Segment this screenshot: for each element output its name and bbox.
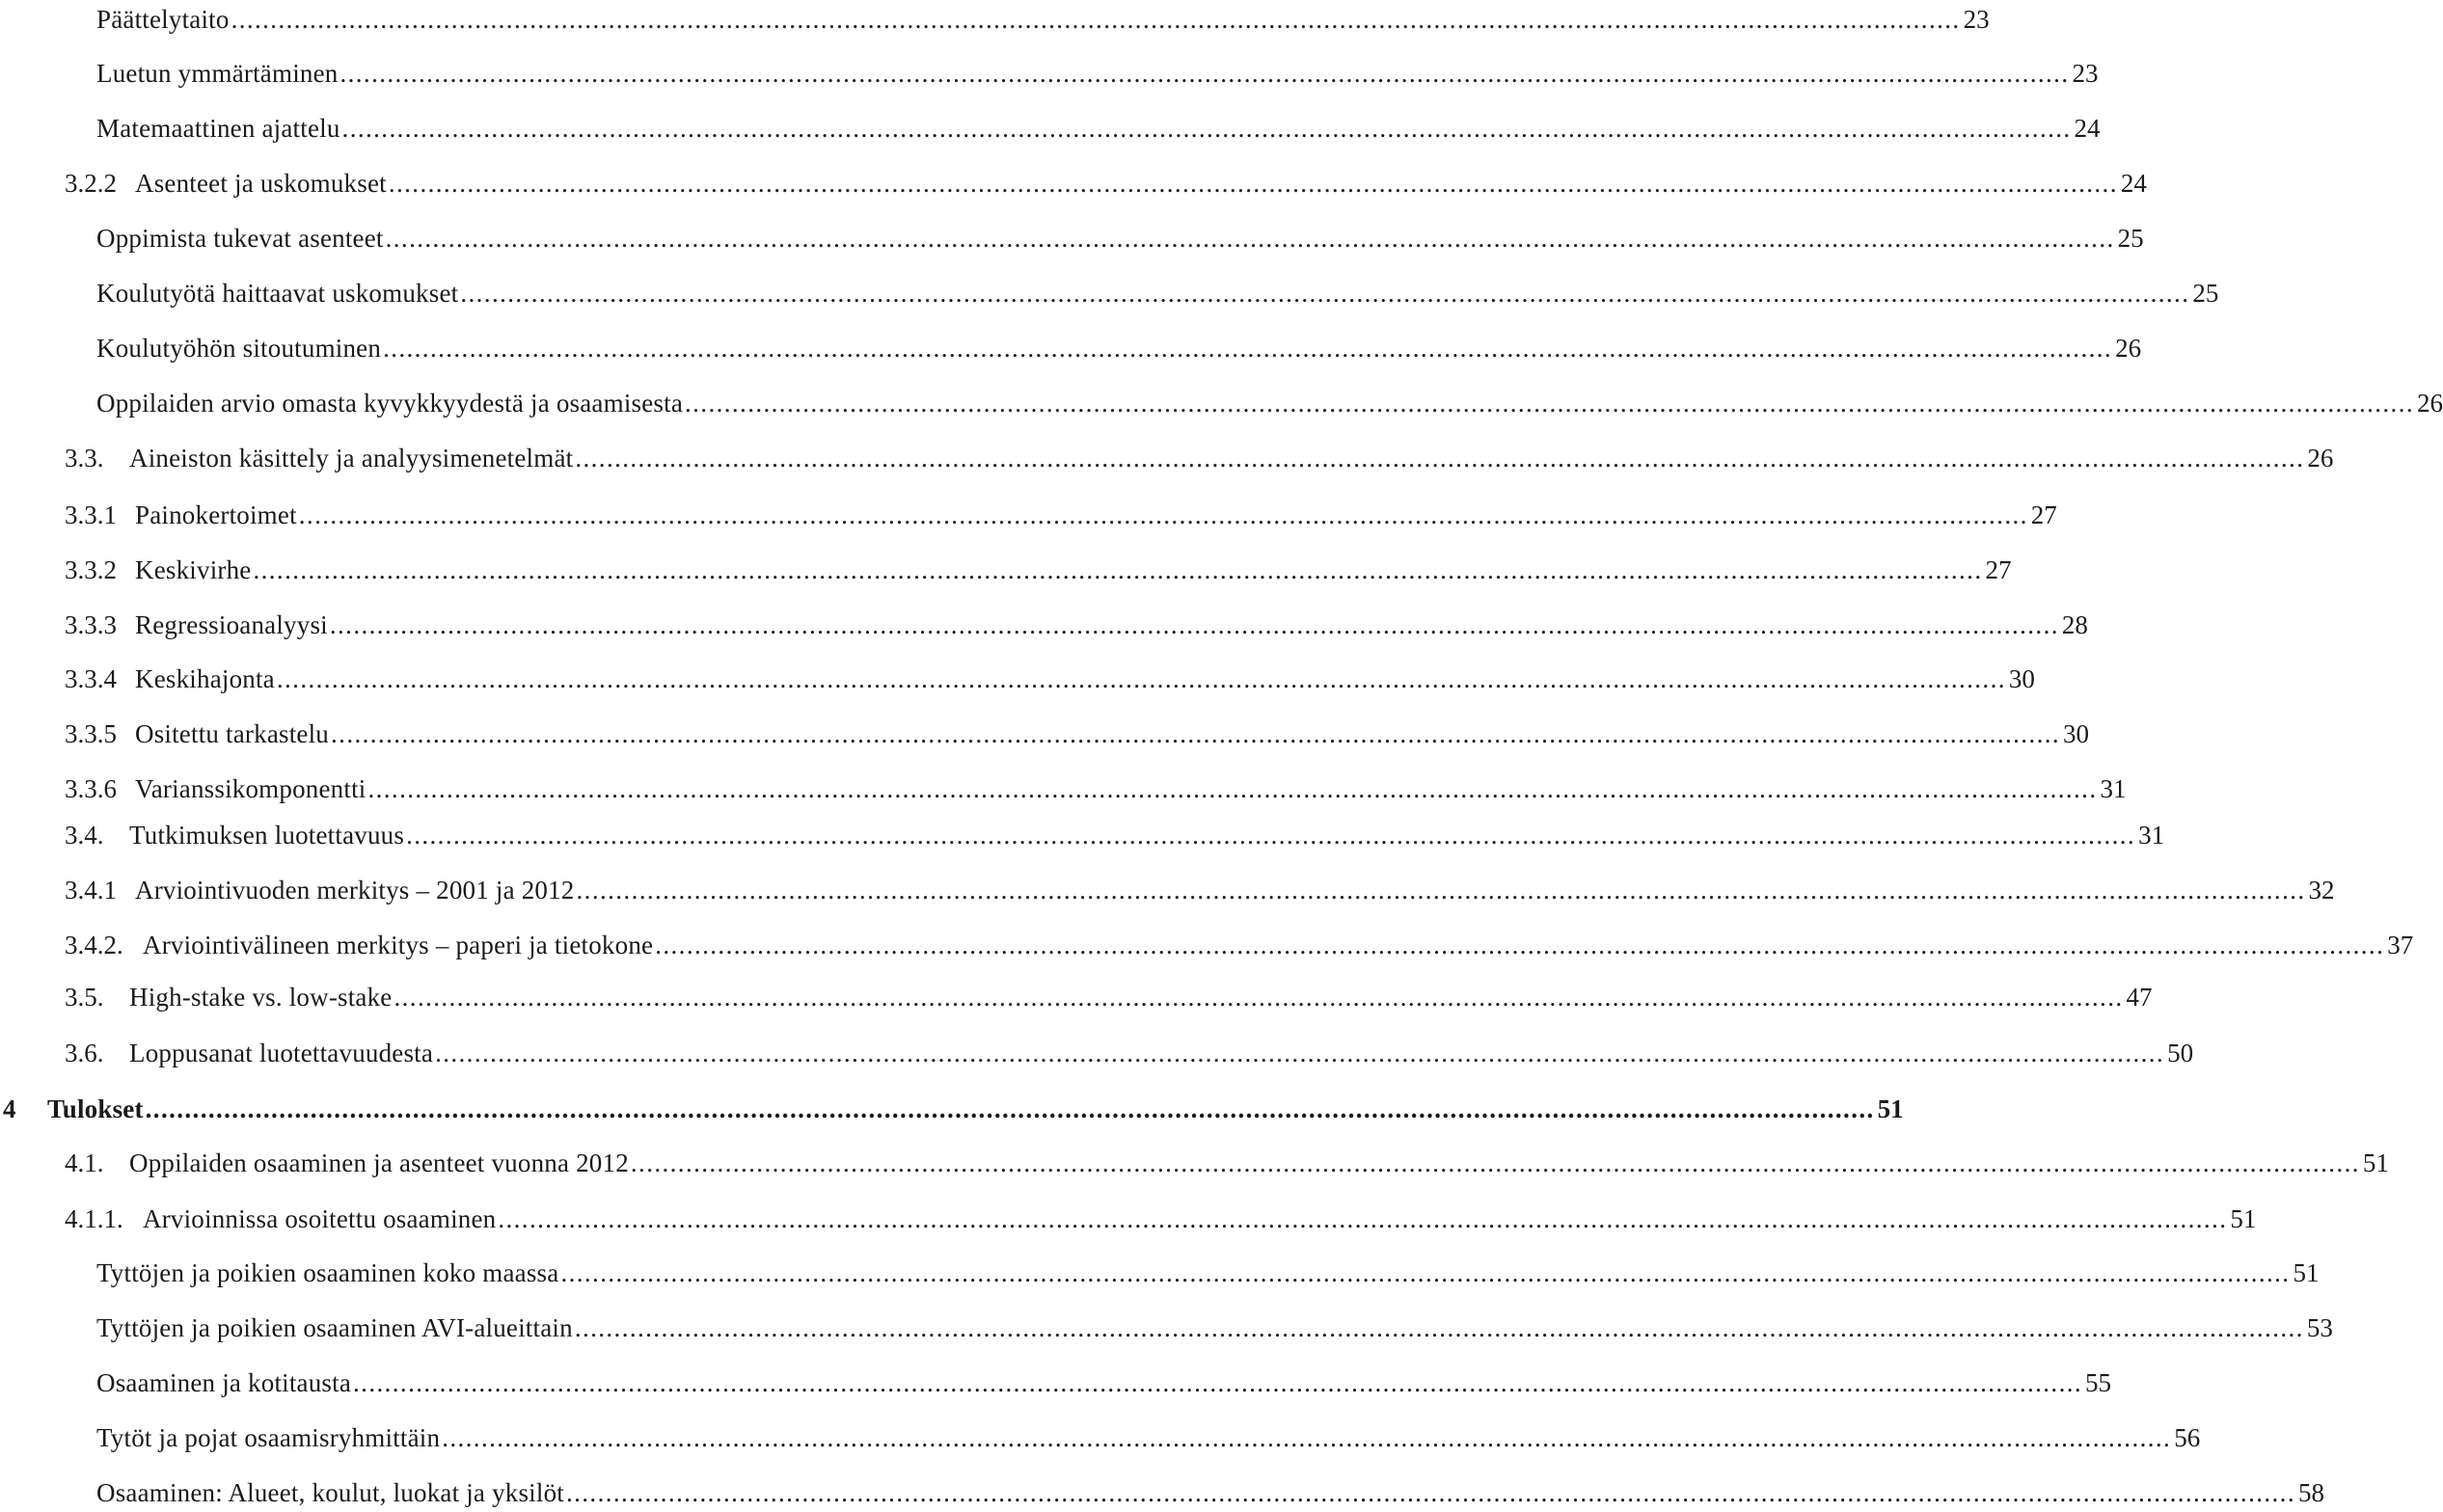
toc-entry-number: 3.3.3 (65, 610, 117, 639)
toc-entry-title: Koulutyöhön sitoutuminen (96, 334, 382, 363)
toc-entry-number: 3.4.1 (65, 876, 117, 904)
toc-entry-title: Ositettu tarkastelu (135, 719, 330, 748)
dot-leader: ............................................................................................................................................................................................................................ (145, 1094, 1875, 1123)
toc-entry[interactable] (65, 606, 2088, 644)
dot-leader: ............................................................................................................................................................................................................................ (339, 59, 2070, 88)
toc-entry[interactable] (3, 1090, 1904, 1128)
toc-entry-number: 3.3.5 (65, 719, 117, 748)
toc-entry-page-number: 26 (2307, 444, 2334, 472)
dot-leader: ............................................................................................................................................................................................................................ (576, 876, 2306, 904)
toc-entry-number: 3.3.6 (65, 774, 117, 803)
toc-entry-page-number: 30 (2063, 719, 2090, 748)
toc-entry[interactable] (65, 551, 2012, 589)
toc-entry-title: Arviointivuoden merkitys – 2001 ja 2012 (135, 876, 575, 904)
dot-leader: ............................................................................................................................................................................................................................ (655, 931, 2385, 959)
toc-entry-title: Asenteet ja uskomukset (135, 169, 387, 198)
dot-leader: ............................................................................................................................................................................................................................ (385, 224, 2115, 253)
toc-entry-title: Päättelytaito (96, 5, 230, 34)
toc-entry-page-number: 23 (1963, 5, 1990, 34)
toc-entry-page-number: 51 (2293, 1258, 2320, 1287)
dot-leader: ............................................................................................................................................................................................................................ (394, 983, 2124, 1012)
dot-leader: ............................................................................................................................................................................................................................ (331, 719, 2061, 748)
dot-leader: ............................................................................................................................................................................................................................ (329, 610, 2059, 639)
toc-entry-page-number: 26 (2115, 334, 2142, 363)
toc-entry-number: 3.6. (65, 1039, 104, 1067)
toc-entry-number: 4.1.1. (65, 1204, 123, 1233)
toc-entry-title: Painokertoimet (135, 500, 297, 529)
toc-entry-title: Tytöt ja pojat osaamisryhmittäin (96, 1423, 441, 1452)
toc-entry-title: Tyttöjen ja poikien osaaminen AVI-alueittain (96, 1313, 573, 1342)
toc-entry-title: Arviointivälineen merkitys – paperi ja tietokone (143, 931, 654, 959)
toc-entry[interactable] (65, 439, 2334, 477)
dot-leader: ............................................................................................................................................................................................................................ (630, 1148, 2360, 1177)
toc-entry[interactable] (96, 1309, 2333, 1347)
toc-entry-number: 3.3.4 (65, 664, 117, 693)
toc-entry-page-number: 31 (2138, 821, 2165, 850)
toc-entry-page-number: 50 (2167, 1039, 2194, 1067)
toc-entry[interactable] (96, 0, 1990, 39)
toc-entry-page-number: 27 (2030, 500, 2057, 529)
toc-entry[interactable] (96, 1418, 2201, 1457)
toc-entry-title: Matemaattinen ajattelu (96, 114, 340, 143)
toc-entry[interactable] (65, 1144, 2389, 1182)
toc-entry-title: Arvioinnissa osoitettu osaaminen (143, 1204, 497, 1233)
toc-entry[interactable] (65, 1200, 2257, 1238)
toc-entry-number: 4.1. (65, 1148, 104, 1177)
dot-leader: ............................................................................................................................................................................................................................ (298, 500, 2028, 529)
toc-entry-title: Koulutyötä haittaavat uskomukset (96, 279, 459, 308)
toc-entry-number: 3.2.2 (65, 169, 117, 198)
toc-entry[interactable] (96, 1254, 2320, 1292)
toc-entry-page-number: 51 (1877, 1094, 1904, 1123)
toc-entry-page-number: 31 (2100, 774, 2127, 803)
toc-entry-title: Keskivirhe (135, 555, 252, 584)
toc-entry[interactable] (65, 871, 2335, 909)
toc-entry-title: High-stake vs. low-stake (129, 983, 393, 1012)
toc-entry-page-number: 26 (2417, 389, 2443, 418)
toc-entry[interactable] (65, 660, 2035, 698)
toc-entry-page-number: 32 (2308, 876, 2335, 904)
toc-entry-title: Keskihajonta (135, 664, 275, 693)
toc-entry-page-number: 51 (2362, 1148, 2389, 1177)
toc-entry-page-number: 47 (2126, 983, 2153, 1012)
dot-leader: ............................................................................................................................................................................................................................ (406, 821, 2136, 850)
toc-entry-title: Regressioanalyysi (135, 610, 328, 639)
toc-entry-title: Osaaminen ja kotitausta (96, 1368, 352, 1397)
toc-entry-title: Tutkimuksen luotettavuus (129, 821, 405, 850)
toc-entry-page-number: 30 (2008, 664, 2035, 693)
toc-entry-page-number: 58 (2297, 1478, 2324, 1507)
toc-entry-page-number: 23 (2072, 59, 2099, 88)
toc-entry-title: Osaaminen: Alueet, koulut, luokat ja yksilöt (96, 1478, 564, 1507)
toc-entry[interactable] (96, 1473, 2324, 1512)
toc-entry-page-number: 24 (2074, 114, 2101, 143)
toc-entry[interactable] (65, 926, 2414, 964)
dot-leader: ............................................................................................................................................................................................................................ (685, 389, 2414, 418)
toc-entry-page-number: 55 (2085, 1368, 2112, 1397)
toc-entry-page-number: 53 (2306, 1313, 2333, 1342)
dot-leader: ............................................................................................................................................................................................................................ (498, 1204, 2228, 1233)
toc-entry-page-number: 25 (2117, 224, 2144, 253)
toc-entry[interactable] (96, 384, 2443, 422)
dot-leader: ............................................................................................................................................................................................................................ (574, 1313, 2304, 1342)
dot-leader: ............................................................................................................................................................................................................................ (383, 334, 2113, 363)
toc-entry-title: Oppimista tukevat asenteet (96, 224, 384, 253)
toc-entry-title: Tulokset (47, 1094, 144, 1123)
toc-entry-page-number: 28 (2061, 610, 2088, 639)
toc-entry[interactable] (65, 770, 2127, 808)
dot-leader: ............................................................................................................................................................................................................................ (341, 114, 2072, 143)
toc-entry[interactable] (96, 219, 2144, 257)
toc-entry-number: 3.3.1 (65, 500, 117, 529)
dot-leader: ............................................................................................................................................................................................................................ (388, 169, 2118, 198)
toc-entry-number: 3.3. (65, 444, 104, 472)
dot-leader: ............................................................................................................................................................................................................................ (565, 1478, 2295, 1507)
toc-entry-number: 3.3.2 (65, 555, 117, 584)
toc-entry-title: Varianssikomponentti (135, 774, 366, 803)
toc-entry-number: 3.4.2. (65, 931, 123, 959)
dot-leader: ............................................................................................................................................................................................................................ (353, 1368, 2083, 1397)
dot-leader: ............................................................................................................................................................................................................................ (560, 1258, 2291, 1287)
toc-entry-number: 3.4. (65, 821, 104, 850)
toc-entry[interactable] (96, 54, 2099, 93)
toc-entry-title: Loppusanat luotettavuudesta (129, 1039, 434, 1067)
toc-entry-page-number: 25 (2192, 279, 2219, 308)
toc-entry[interactable] (96, 1364, 2112, 1402)
dot-leader: ............................................................................................................................................................................................................................ (253, 555, 1983, 584)
dot-leader: ............................................................................................................................................................................................................................ (367, 774, 2098, 803)
toc-entry[interactable] (96, 274, 2219, 312)
dot-leader: ............................................................................................................................................................................................................................ (276, 664, 2006, 693)
dot-leader: ............................................................................................................................................................................................................................ (231, 5, 1961, 34)
toc-entry[interactable] (65, 164, 2147, 202)
dot-leader: ............................................................................................................................................................................................................................ (435, 1039, 2165, 1067)
dot-leader: ............................................................................................................................................................................................................................ (575, 444, 2305, 472)
toc-entry-title: Oppilaiden osaaminen ja asenteet vuonna 2012 (129, 1148, 629, 1177)
toc-entry-number: 4 (3, 1094, 16, 1123)
dot-leader: ............................................................................................................................................................................................................................ (442, 1423, 2172, 1452)
toc-entry-title: Oppilaiden arvio omasta kyvykkyydestä ja osaamisesta (96, 389, 683, 418)
dot-leader: ............................................................................................................................................................................................................................ (460, 279, 2190, 308)
toc-entry-page-number: 37 (2387, 931, 2414, 959)
toc-entry[interactable] (65, 715, 2090, 753)
toc-entry[interactable] (65, 496, 2057, 534)
toc-entry-page-number: 56 (2174, 1423, 2201, 1452)
toc-entry-page-number: 27 (1985, 555, 2012, 584)
toc-entry-page-number: 51 (2230, 1204, 2257, 1233)
toc-entry-title: Luetun ymmärtäminen (96, 59, 339, 88)
toc-entry[interactable] (96, 329, 2142, 367)
toc-entry[interactable] (65, 816, 2165, 854)
toc-entry-title: Aineiston käsittely ja analyysimenetelmät (129, 444, 574, 472)
toc-entry[interactable] (65, 978, 2153, 1016)
toc-entry[interactable] (96, 109, 2101, 148)
toc-entry-number: 3.5. (65, 983, 104, 1012)
toc-entry[interactable] (65, 1034, 2194, 1072)
toc-entry-title: Tyttöjen ja poikien osaaminen koko maassa (96, 1258, 559, 1287)
toc-entry-page-number: 24 (2120, 169, 2147, 198)
